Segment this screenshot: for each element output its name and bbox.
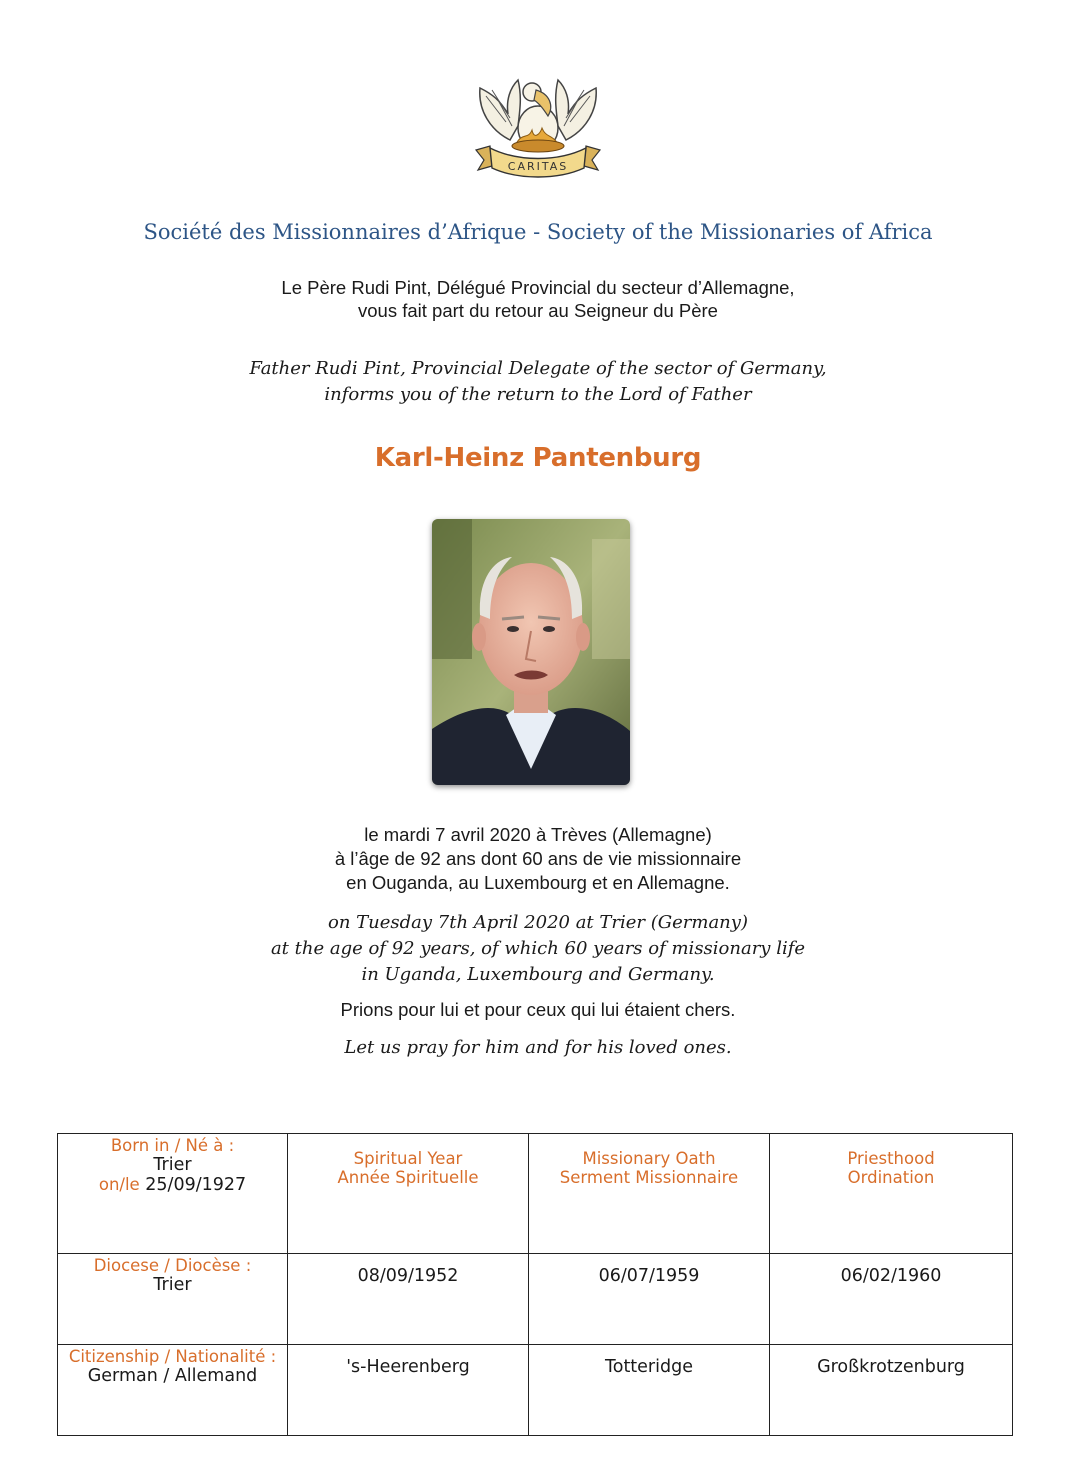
english-details-line: at the age of 92 years, of which 60 years of missionary life — [270, 938, 806, 959]
ordination-line: Ordination — [847, 1168, 935, 1187]
portrait-photo — [432, 519, 630, 785]
spiritual-year-date: 08/09/1952 — [288, 1254, 529, 1345]
born-label: Born in / Né à : — [110, 1136, 235, 1155]
english-details-line: in Uganda, Luxembourg and Germany. — [361, 964, 715, 985]
english-intro-line: Father Rudi Pint, Provincial Delegate of the sector of Germany, — [249, 358, 827, 379]
oath-en: Missionary Oath — [582, 1149, 716, 1168]
logo-banner-text: CARITAS — [507, 160, 569, 173]
citizenship-value: German / Allemand — [87, 1366, 258, 1386]
spiritual-year-fr: Année Spirituelle — [337, 1168, 479, 1187]
missionary-oath-header — [529, 1134, 770, 1254]
biography-table — [57, 1133, 1013, 1436]
born-on-label: on/le — [98, 1175, 140, 1194]
english-details — [0, 910, 1076, 988]
caritas-pelican-logo — [470, 70, 606, 182]
priesthood-header — [770, 1134, 1013, 1254]
diocese-cell — [58, 1254, 288, 1345]
french-intro — [0, 276, 1076, 322]
french-details-line: à l’âge de 92 ans dont 60 ans de vie missionnaire — [334, 848, 742, 869]
spiritual-year-header — [288, 1134, 529, 1254]
french-prayer: Prions pour lui et pour ceux qui lui étaient chers. — [340, 999, 736, 1020]
ordination-date: 06/02/1960 — [770, 1254, 1013, 1345]
citizenship-label: Citizenship / Nationalité : — [68, 1347, 277, 1366]
french-details — [0, 823, 1076, 895]
diocese-label: Diocese / Diocèse : — [93, 1256, 252, 1275]
table-row — [58, 1345, 1013, 1436]
table-row — [58, 1254, 1013, 1345]
english-prayer: Let us pray for him and for his loved ones. — [344, 1037, 732, 1058]
french-details-line: en Ouganda, au Luxembourg et en Allemagne. — [346, 872, 730, 893]
ordination-place: Großkrotzenburg — [770, 1345, 1013, 1436]
spiritual-year-en: Spiritual Year — [353, 1149, 463, 1168]
society-header: Société des Missionnaires d’Afrique - Society of the Missionaries of Africa — [143, 220, 933, 244]
english-intro — [0, 356, 1076, 408]
oath-date: 06/07/1959 — [529, 1254, 770, 1345]
oath-place: Totteridge — [529, 1345, 770, 1436]
born-place: Trier — [153, 1155, 192, 1175]
english-intro-line: informs you of the return to the Lord of Father — [324, 384, 752, 405]
priesthood-line: Priesthood — [847, 1149, 935, 1168]
french-intro-line: vous fait part du retour au Seigneur du Père — [358, 300, 718, 321]
citizenship-cell — [58, 1345, 288, 1436]
oath-fr: Serment Missionnaire — [559, 1168, 739, 1187]
born-date: 25/09/1927 — [145, 1175, 247, 1195]
spiritual-year-place: 's-Heerenberg — [288, 1345, 529, 1436]
french-intro-line: Le Père Rudi Pint, Délégué Provincial du secteur d’Allemagne, — [281, 277, 795, 298]
diocese-value: Trier — [153, 1275, 192, 1295]
english-details-line: on Tuesday 7th April 2020 at Trier (Germany) — [328, 912, 748, 933]
french-details-line: le mardi 7 avril 2020 à Trèves (Allemagne) — [364, 824, 712, 845]
table-row — [58, 1134, 1013, 1254]
birth-cell — [58, 1134, 288, 1254]
deceased-name: Karl-Heinz Pantenburg — [374, 443, 702, 473]
